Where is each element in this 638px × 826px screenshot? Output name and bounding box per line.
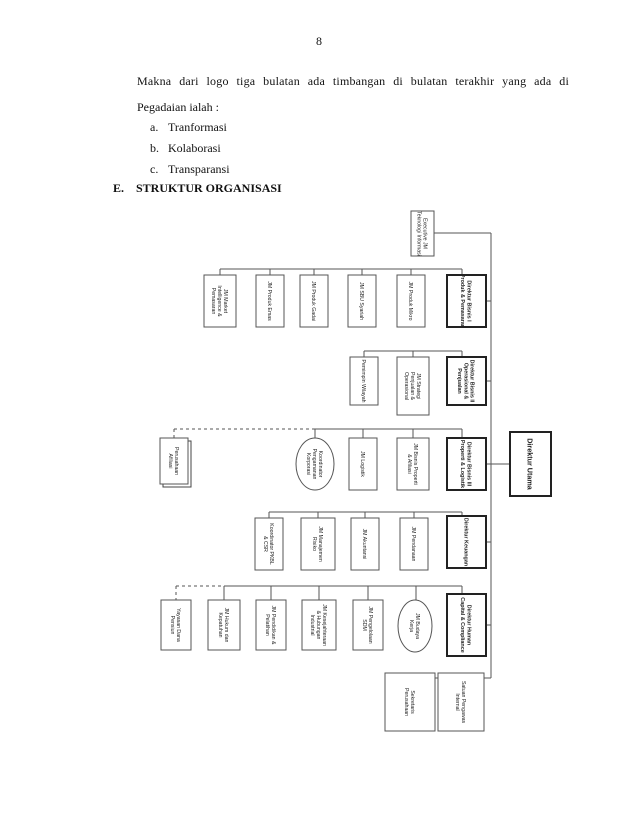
org-box-text: JM Market [221,288,228,314]
org-box-text: & CSR [261,536,268,552]
org-box-text: JM Kesejahteraan [320,604,327,646]
org-box-directors-0 [447,274,486,328]
org-box-units-r1-3 [348,275,376,327]
svg-text:JM SBU Syariah [358,282,364,320]
list-marker: c. [150,162,159,176]
org-box-text: Pensiun [168,615,175,635]
svg-text:JM Produk Emas [266,281,272,321]
org-box-text: JM Manajemen [316,526,323,562]
section-number: E. [113,181,125,195]
org-box-units-r2-0 [350,357,378,405]
org-box-text: Direktur Bisnis III [465,441,472,487]
org-box-units-r4-0 [255,518,283,570]
org-box-units-r4-1 [301,518,335,570]
org-box-top-0 [411,211,434,256]
section-title: STRUKTUR ORGANISASI [136,181,282,195]
svg-text:Pemimpin Wilayah [360,360,366,403]
org-box-units-r5-1 [208,600,240,650]
svg-text:KoordinatorPengamananKorporasi [305,449,323,480]
org-box-text: Internal [453,693,460,711]
paragraph-line-1: Makna dari logo tiga bulatan ada timbangan di bulatan terakhir yang ada di [137,74,569,88]
org-box-text: Perusahaan [402,688,409,716]
list-text: Transparansi [168,162,230,176]
svg-text:JM Logistik [359,451,365,477]
org-box-units-r3-1 [296,438,334,490]
page-number: 8 [316,34,322,48]
list-marker: b. [150,141,159,155]
org-box-text: Pemimpin Wilayah [359,359,366,403]
org-box-text: JM Logistik [358,451,365,477]
org-box-text: JM Pendanaan [409,526,416,562]
svg-text:SekretarisPerusahaan [403,688,415,716]
svg-text:JM Produk Gadai [310,281,316,321]
org-box-text: JM SBU Syariah [357,281,364,321]
org-box-units-r5-2 [256,600,286,650]
org-box-text: SDM [360,619,367,631]
org-box-text: Kerja [407,619,414,633]
org-box-text: & Afiliasi [405,454,412,474]
org-box-units-r3-3 [397,438,429,490]
org-box-text: Produk & Pemasaran [459,273,466,329]
org-box-directors-2 [447,438,486,490]
org-box-text: JM Produk Emas [265,281,272,321]
list-text: Kolaborasi [168,141,221,155]
paragraph-line-2: Pegadaian ialah : [137,100,219,114]
org-box-directors-3 [447,516,486,568]
svg-text:JM Akuntansi [361,529,367,560]
org-box-text: JM Bisnis Properti [411,443,418,485]
org-box-units-r4-2 [351,518,379,570]
org-box-text: JM Akuntansi [360,528,367,560]
svg-text:Direktur Utama [526,438,535,491]
org-box-text: JM Strategi [414,372,421,400]
org-box-text: Kepatuhan [216,612,223,638]
org-box-units-r1-4 [397,275,425,327]
org-box-text: JM Hukum dan [222,607,229,643]
org-box-text: JM Produk Gadai [309,280,316,322]
org-box-units-r5-0 [161,600,191,650]
org-box-units-r5-5 [398,600,432,652]
org-box-text: Penjualan & [408,372,415,400]
org-box-text: Yayasan Dana [174,608,181,642]
org-box-text: Executive JM [421,218,428,249]
org-box-text: JM Budaya [413,613,420,639]
org-box-text: Penjualan [456,368,463,394]
org-box-text: JM Pendidikan & [269,605,276,645]
org-box-text: Operasional [402,372,409,400]
org-box-directors-4 [447,594,486,656]
org-box-text: Pelatihan [263,614,270,636]
svg-text:JM Hukum danKepatuhan [217,608,229,643]
org-box-text: Intelligence & [215,285,222,317]
org-box-units-r1-0 [204,275,236,327]
org-box-directors-1 [447,357,486,405]
org-box-units-r1-2 [300,275,328,327]
svg-text:JM Produk Mikro [407,282,413,321]
org-box-text: Industrial [308,614,315,636]
org-box-units-r5-3 [302,600,336,650]
org-box-text: Koordinator PKBL [267,523,274,565]
org-box-text: Direktur Bisnis I [465,280,472,322]
svg-text:Direktur Bisnis IIIProperti & [459,440,471,488]
list-marker: a. [150,120,159,134]
org-box-text: Teknologi Informasi [415,211,422,256]
org-box-text: Operasional & [462,362,469,400]
org-box-text: Risiko [310,536,317,552]
org-box-bottom-0 [385,673,435,731]
org-box-text: Perusahaan [172,447,179,475]
org-box-units-r4-3 [400,518,428,570]
org-box-text: Afiliasi [166,453,173,469]
org-box-text: Satuan Pengawas [459,680,466,724]
svg-text:Direktur Bisnis IProduk & Pema [459,274,471,328]
org-box-text: Pengamanan [310,448,317,480]
org-box-text: & Hubungan [314,610,321,640]
org-box-text: Direktur Bisnis II [468,359,475,403]
org-box-text: Capital & Compliance [459,597,466,653]
svg-text:Direktur HumanCapital & Compli [459,597,471,652]
org-box-bottom-1 [438,673,484,731]
svg-text:JM StrategiPenjualan &Operasio [403,372,421,401]
org-box-units-r3-0 [160,438,191,487]
org-box-text: JM Pengelolaan [366,606,373,644]
org-box-text: Direktur Utama [525,438,535,490]
svg-text:JM MarketIntelligence &Pemasar [210,285,228,317]
org-box-text: Pemasaran [209,287,216,315]
svg-text:Direktur Keuangan [462,518,468,566]
org-box-text: JM Produk Mikro [406,281,413,321]
org-box-text: Sekretaris [408,690,415,714]
org-box-units-r2-1 [397,357,429,415]
org-box-units-r1-1 [256,275,284,327]
org-box-text: Properti & Logistik [459,439,466,489]
list-text: Tranformasi [168,120,227,134]
org-box-text: Koordinator [316,450,323,478]
svg-text:JM Pendanaan [410,527,416,562]
org-box-units-r3-2 [349,438,377,490]
org-box-director-utama-0 [510,432,551,496]
org-box-units-r5-4 [353,600,383,650]
org-box-text: Korporasi [304,452,311,476]
org-box-text: Direktur Human [465,604,472,646]
org-box-text: Direktur Keuangan [462,517,469,567]
